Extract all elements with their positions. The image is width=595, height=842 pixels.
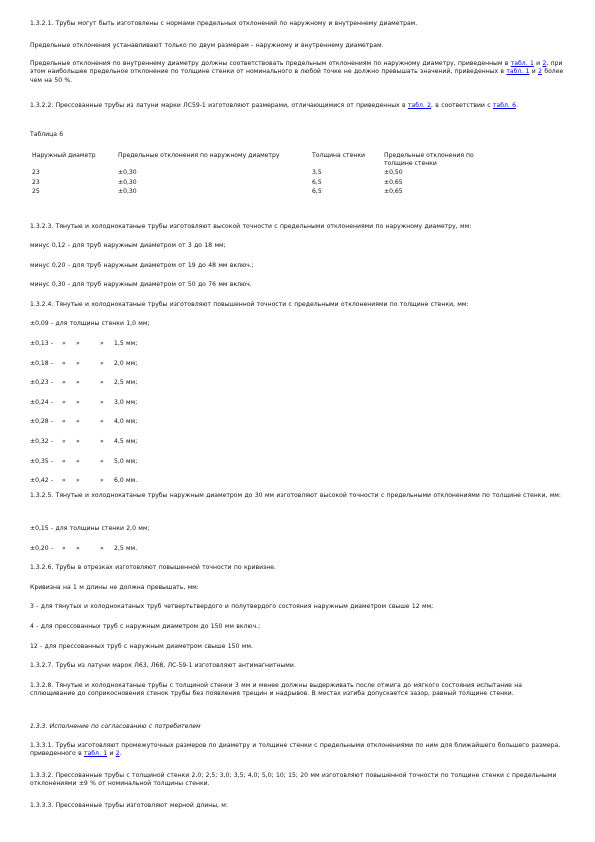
list-item: ±0,15 - для толщины стенки 2,0 мм; <box>30 525 150 532</box>
ditto-mark: » <box>76 379 80 387</box>
table-cell: 23 <box>32 169 40 177</box>
ditto-mark: » <box>76 457 80 465</box>
ditto-mark: » <box>62 379 66 387</box>
wall-size-value: 6,0 мм. <box>114 477 138 485</box>
table-cell: 23 <box>32 178 40 186</box>
table-caption: Таблица 6 <box>30 131 64 138</box>
ditto-mark: » <box>76 340 80 347</box>
ditto-mark: » <box>100 340 104 347</box>
ditto-mark: » <box>100 545 104 552</box>
table-row <box>30 169 486 179</box>
text-segment: 1.3.3.1. Трубы изготовляют промежуточных размеров по диаметру и толщине стенки с предельными отклонениями по ним для ближайшего большего размера, приведенного в <box>30 742 561 758</box>
wall-size-value: 5,0 мм; <box>114 457 138 465</box>
para-1-3-3-2: 1.3.3.2. Прессованные трубы с толщиной стенки 2,0; 2,5; 3,0; 3,5; 4,0; 5,0; 10; 15; 20 мм изготовляют повышенной точности по толщине стенки с предельными отклонениями ±9 % от номинальной толщины стенки. <box>30 772 557 788</box>
ditto-mark: » <box>62 477 66 485</box>
ditto-mark: » <box>62 359 66 367</box>
link-table-6[interactable]: табл. 6 <box>492 102 516 109</box>
table-cell: ±0,30 <box>118 188 137 196</box>
link-table-2[interactable]: табл. 2 <box>407 102 432 109</box>
tolerance-value: ±0,32 - <box>30 438 54 445</box>
ditto-mark: » <box>100 379 104 387</box>
table-header-row <box>30 152 486 169</box>
tolerance-value: ±0,35 - <box>30 457 54 465</box>
link-table-1[interactable]: табл. 1 <box>506 68 530 76</box>
ditto-mark: » <box>76 438 80 445</box>
ditto-mark: » <box>76 545 80 552</box>
table-cell: ±0,65 <box>384 178 403 186</box>
text-segment: . <box>516 102 518 109</box>
tolerance-value: ±0,13 - <box>30 340 54 347</box>
tolerance-value: ±0,28 - <box>30 418 54 426</box>
tolerance-value: ±0,24 - <box>30 398 54 406</box>
ditto-mark: » <box>62 545 66 552</box>
text-segment: и <box>533 60 543 67</box>
ditto-mark: » <box>100 398 104 406</box>
link-table-1[interactable]: табл. 1 <box>84 750 108 758</box>
list-item <box>30 458 568 466</box>
table-cell: 3,5 <box>312 169 322 177</box>
ditto-mark: » <box>100 438 104 445</box>
list-item <box>30 438 568 446</box>
table-cell: 6,5 <box>312 178 322 186</box>
list-item <box>30 360 568 368</box>
ditto-mark: » <box>76 477 80 485</box>
header-wall-tolerance: Предельные отклонения по толщине стенки <box>384 152 474 167</box>
para-limits-two-sizes: Предельные отклонения устанавливают только по двум размерам - наружному и внутреннему диаметрам. <box>30 42 384 49</box>
text-segment: более чем на 50 %. <box>30 68 564 84</box>
para-inner-diameter-limits <box>30 60 568 85</box>
ditto-mark: » <box>62 457 66 465</box>
list-item <box>30 340 568 348</box>
para-1-3-2-2 <box>30 102 568 110</box>
ditto-mark: » <box>76 418 80 426</box>
ditto-mark: » <box>62 398 66 406</box>
list-item <box>30 379 568 387</box>
table-row <box>30 188 486 198</box>
text-segment: и <box>107 750 116 758</box>
para-1-3-3-1 <box>30 742 568 759</box>
link-table-1[interactable]: табл. 1 <box>510 60 534 67</box>
text-segment: , в соответствии с <box>431 102 493 109</box>
ditto-mark: » <box>62 340 66 347</box>
ditto-mark: » <box>62 418 66 426</box>
header-outer-diameter-tolerance: Предельные отклонения по наружному диаметру <box>118 152 280 159</box>
para-1-3-2-1: 1.3.2.1. Трубы могут быть изготовлены с нормами предельных отклонений по наружному и внутреннему диаметрам. <box>30 20 418 27</box>
para-curvature: Кривизна на 1 м длины не должна превышать, мм: <box>30 584 199 591</box>
tolerance-value: ±0,23 - <box>30 379 54 387</box>
list-item <box>30 418 568 426</box>
para-1-3-2-5: 1.3.2.5. Тянутые и холоднокатаные трубы наружным диаметром до 30 мм изготовляют высокой точности с предельными отклонениями по толщине стенки, мм: <box>30 492 561 499</box>
wall-size-value: 2,5 мм. <box>114 545 138 552</box>
link-table-2[interactable]: 2 <box>538 68 542 76</box>
ditto-mark: » <box>76 359 80 367</box>
ditto-mark: » <box>62 438 66 445</box>
list-item: 12 - для прессованных труб с наружным диаметром свыше 150 мм. <box>30 643 253 650</box>
text-segment: и <box>529 68 539 76</box>
tolerance-value: ±0,42 - <box>30 477 54 485</box>
list-item <box>30 477 568 485</box>
tolerance-value: ±0,18 - <box>30 359 54 367</box>
link-table-2[interactable]: 2 <box>115 750 120 758</box>
para-1-3-2-3: 1.3.2.3. Тянутые и холоднокатаные трубы изготовляют высокой точности с предельными отклонениями по наружному диаметру, мм: <box>30 223 472 230</box>
header-outer-diameter: Наружный диаметр <box>32 152 96 159</box>
ditto-mark: » <box>100 477 104 485</box>
list-item: минус 0,20 - для труб наружным диаметром от 19 до 48 мм включ.; <box>30 262 254 269</box>
text-segment: Предельные отклонения по внутреннему диаметру должны соответствовать предельным отклонениям по наружному диаметру, приведенным в <box>30 60 511 67</box>
text-segment: . <box>119 750 122 758</box>
wall-size-value: 1,5 мм; <box>114 340 138 347</box>
header-wall-thickness: Толщина стенки <box>312 152 365 159</box>
link-table-2[interactable]: 2 <box>542 60 547 67</box>
para-1-3-2-7: 1.3.2.7. Трубы из латуни марок Л63, Л68, ЛС-59-1 изготовляют антимагнитными. <box>30 662 296 669</box>
table-cell: ±0,30 <box>118 178 137 186</box>
list-item: 3 - для тянутых и холоднокатаных труб четвертьтвердого и полутвердого состояния наружным диаметром свыше 12 мм; <box>30 603 434 610</box>
list-item <box>30 545 568 553</box>
table-cell: ±0,30 <box>118 169 137 177</box>
tolerance-value: ±0,20 - <box>30 545 54 552</box>
text-segment: 1.3.2.2. Прессованные трубы из латуни марки ЛС59-1 изготовляют размерами, отличающимися от приведенных в <box>30 102 408 109</box>
para-1-3-2-6: 1.3.2.6. Трубы в отрезках изготовляют повышенной точности по кривизне. <box>30 564 276 571</box>
para-1-3-3-3: 1.3.3.3. Прессованные трубы изготовляют мерной длины, м: <box>30 802 228 809</box>
ditto-mark: » <box>100 418 104 426</box>
ditto-mark: » <box>100 359 104 367</box>
wall-size-value: 4,5 мм; <box>114 438 138 445</box>
list-item: 4 - для прессованных труб с наружным диаметром до 150 мм включ.; <box>30 623 261 630</box>
section-heading-1-3-3: 1.3.3. Исполнение по согласованию с потребителем <box>30 723 201 730</box>
wall-size-value: 2,5 мм; <box>114 379 138 387</box>
para-1-3-2-8: 1.3.2.8. Тянутые и холоднокатаные трубы с толщиной стенки 3 мм и менее должны выдерживать после отжига до мягкого состояния испытание на сплющивание до соприкосновения стенок трубы без появления трещин и надрывов. В местах изгиба допускается зазор, равный толщине стенки. <box>30 682 522 698</box>
ditto-mark: » <box>76 398 80 406</box>
wall-size-value: 2,0 мм; <box>114 359 138 367</box>
ditto-mark: » <box>100 457 104 465</box>
text-segment: , при этом наибольшее предельное отклонение по толщине стенки от номинального в любой точке не должно превышать значений, приведенных в <box>30 60 563 76</box>
list-item: минус 0,30 - для труб наружным диаметром от 50 до 76 мм включ. <box>30 281 252 288</box>
table-6 <box>30 152 486 198</box>
table-cell: ±0,50 <box>384 169 403 177</box>
table-row <box>30 179 486 189</box>
list-item <box>30 399 568 407</box>
wall-size-value: 3,0 мм; <box>114 398 138 406</box>
list-item: минус 0,12 - для труб наружным диаметром от 3 до 18 мм; <box>30 242 226 249</box>
table-cell: ±0,65 <box>384 188 403 196</box>
para-1-3-2-4: 1.3.2.4. Тянутые и холоднокатаные трубы изготовляют повышенной точности с предельными отклонениями по толщине стенки, мм: <box>30 301 469 308</box>
wall-size-value: 4,0 мм; <box>114 418 138 426</box>
table-cell: 25 <box>32 188 40 196</box>
table-cell: 6,5 <box>312 188 322 196</box>
list-item: ±0,09 - для толщины стенки 1,0 мм; <box>30 320 150 327</box>
